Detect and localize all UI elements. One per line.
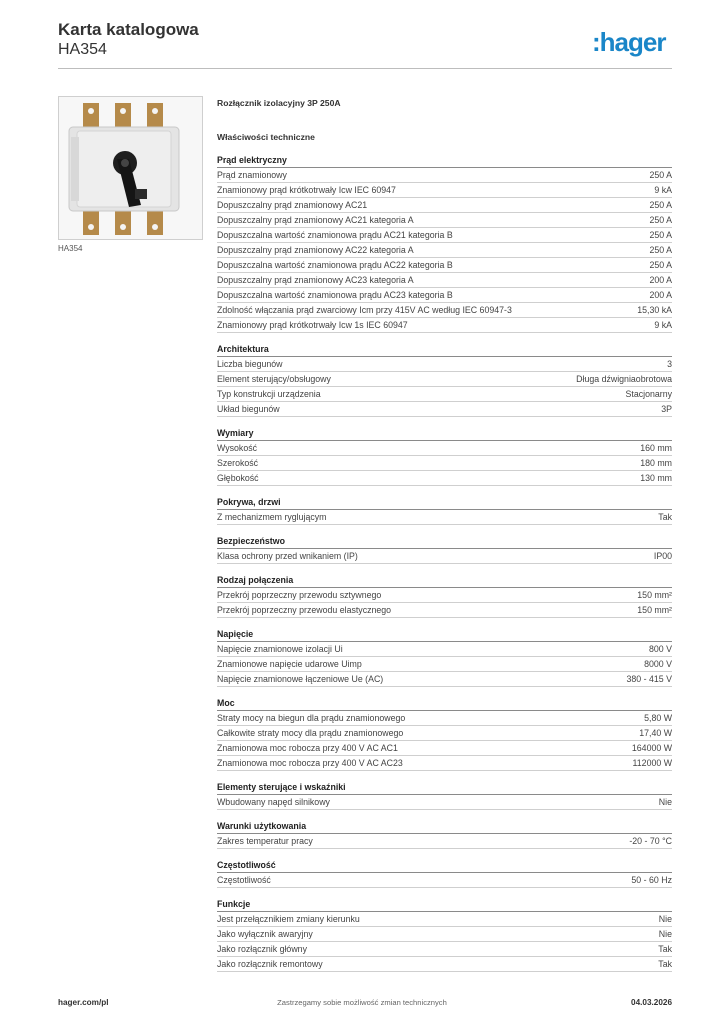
spec-section [217,780,672,810]
spec-row [217,288,672,303]
section-title: Bezpieczeństwo [217,534,672,549]
spec-value: 130 mm [640,473,672,483]
spec-value: Nie [658,929,672,939]
spec-label: Jest przełącznikiem zmiany kierunku [217,914,360,924]
spec-row [217,726,672,741]
section-title: Rodzaj połączenia [217,573,672,588]
product-name: Rozłącznik izolacyjny 3P 250A [217,98,341,108]
spec-label: Głębokość [217,473,259,483]
spec-value: 8000 V [644,659,672,669]
spec-value: 164000 W [631,743,672,753]
spec-row [217,318,672,333]
header-divider [58,68,672,69]
spec-row [217,873,672,888]
spec-row [217,441,672,456]
section-title: Wymiary [217,426,672,441]
spec-label: Z mechanizmem ryglującym [217,512,327,522]
spec-label: Zdolność włączania prąd zwarciowy Icm przy 415V AC według IEC 60947-3 [217,305,512,315]
spec-label: Dopuszczalny prąd znamionowy AC21 kategoria A [217,215,414,225]
spec-sections [217,153,672,972]
spec-value: Tak [658,944,672,954]
spec-row [217,471,672,486]
section-title: Funkcje [217,897,672,912]
spec-row [217,756,672,771]
spec-label: Dopuszczalny prąd znamionowy AC21 [217,200,368,210]
section-title: Pokrywa, drzwi [217,495,672,510]
spec-row [217,168,672,183]
spec-value: Tak [658,512,672,522]
spec-row [217,603,672,618]
spec-value: 250 A [649,215,672,225]
image-caption: HA354 [58,244,83,253]
spec-row [217,273,672,288]
spec-row [217,510,672,525]
spec-label: Dopuszczalny prąd znamionowy AC22 kategoria A [217,245,414,255]
spec-label: Jako wyłącznik awaryjny [217,929,313,939]
spec-section [217,858,672,888]
spec-label: Liczba biegunów [217,359,283,369]
spec-row [217,834,672,849]
spec-label: Dopuszczalny prąd znamionowy AC23 kategoria A [217,275,414,285]
spec-row [217,588,672,603]
spec-row [217,549,672,564]
spec-label: Przekrój poprzeczny przewodu sztywnego [217,590,382,600]
spec-value: 17,40 W [639,728,672,738]
spec-section [217,495,672,525]
switch-disconnector-illustration [59,97,202,239]
spec-row [217,213,672,228]
spec-row [217,942,672,957]
spec-value: Nie [658,797,672,807]
section-title: Częstotliwość [217,858,672,873]
footer-website-link[interactable]: hager.com/pl [58,998,109,1007]
spec-label: Dopuszczalna wartość znamionowa prądu AC22 kategoria B [217,260,453,270]
spec-label: Napięcie znamionowe izolacji Ui [217,644,343,654]
spec-value: 160 mm [640,443,672,453]
spec-label: Wbudowany napęd silnikowy [217,797,330,807]
spec-section [217,573,672,618]
section-title: Elementy sterujące i wskaźniki [217,780,672,795]
spec-label: Zakres temperatur pracy [217,836,313,846]
footer-disclaimer: Zastrzegamy sobie możliwość zmian technicznych [277,998,447,1007]
spec-value: 200 A [649,290,672,300]
spec-label: Element sterujący/obsługowy [217,374,331,384]
section-title: Prąd elektryczny [217,153,672,168]
spec-row [217,183,672,198]
spec-value: 3P [661,404,672,414]
spec-row [217,357,672,372]
spec-row [217,657,672,672]
spec-row [217,927,672,942]
spec-row [217,642,672,657]
spec-row [217,372,672,387]
spec-value: Nie [658,914,672,924]
spec-value: Stacjonarny [625,389,672,399]
spec-row [217,741,672,756]
spec-row [217,456,672,471]
spec-value: 250 A [649,170,672,180]
spec-row [217,303,672,318]
spec-label: Częstotliwość [217,875,271,885]
spec-value: 15,30 kA [637,305,672,315]
spec-label: Napięcie znamionowe łączeniowe Ue (AC) [217,674,384,684]
spec-value: 200 A [649,275,672,285]
spec-row [217,957,672,972]
spec-value: 9 kA [654,185,672,195]
spec-label: Znamionowa moc robocza przy 400 V AC AC1 [217,743,398,753]
spec-label: Prąd znamionowy [217,170,287,180]
spec-row [217,228,672,243]
spec-row [217,258,672,273]
spec-label: Znamionowy prąd krótkotrwały Icw 1s IEC 60947 [217,320,408,330]
spec-value: 250 A [649,260,672,270]
spec-label: Jako rozłącznik remontowy [217,959,323,969]
spec-section [217,696,672,771]
spec-row [217,387,672,402]
spec-row [217,672,672,687]
spec-value: 50 - 60 Hz [631,875,672,885]
spec-label: Straty mocy na biegun dla prądu znamionowego [217,713,406,723]
spec-row [217,243,672,258]
spec-label: Jako rozłącznik główny [217,944,307,954]
spec-value: Tak [658,959,672,969]
spec-section [217,342,672,417]
spec-label: Klasa ochrony przed wnikaniem (IP) [217,551,358,561]
spec-content [217,96,672,972]
spec-value: 250 A [649,200,672,210]
spec-value: 112000 W [632,758,672,768]
spec-label: Wysokość [217,443,258,453]
spec-label: Znamionowa moc robocza przy 400 V AC AC23 [217,758,403,768]
spec-value: 180 mm [640,458,672,468]
spec-row [217,198,672,213]
product-image [58,96,203,240]
spec-value: Długa dźwigniaobrotowa [576,374,672,384]
spec-value: IP00 [653,551,672,561]
spec-value: 800 V [649,644,672,654]
spec-label: Całkowite straty mocy dla prądu znamionowego [217,728,404,738]
product-code: HA354 [58,41,107,58]
header [58,20,199,60]
spec-section [217,819,672,849]
spec-section [217,627,672,687]
spec-value: 250 A [649,245,672,255]
spec-row [217,711,672,726]
spec-value: 5,80 W [644,713,672,723]
hager-logo: :hager [592,27,666,57]
spec-value: 9 kA [654,320,672,330]
spec-value: 3 [667,359,672,369]
spec-label: Szerokość [217,458,259,468]
spec-section [217,426,672,486]
section-title: Architektura [217,342,672,357]
spec-row [217,402,672,417]
spec-section [217,153,672,333]
section-title: Moc [217,696,672,711]
spec-value: 150 mm² [637,605,672,615]
footer-date: 04.03.2026 [631,998,672,1007]
spec-label: Znamionowe napięcie udarowe Uimp [217,659,362,669]
section-title: Warunki użytkowania [217,819,672,834]
spec-section [217,897,672,972]
spec-value: -20 - 70 °C [629,836,672,846]
spec-label: Przekrój poprzeczny przewodu elastycznego [217,605,392,615]
spec-label: Znamionowy prąd krótkotrwały Icw IEC 60947 [217,185,396,195]
spec-row [217,912,672,927]
specs-heading: Właściwości techniczne [217,132,315,142]
page-title: Karta katalogowa [58,20,199,39]
spec-section [217,534,672,564]
spec-label: Dopuszczalna wartość znamionowa prądu AC21 kategoria B [217,230,453,240]
section-title: Napięcie [217,627,672,642]
spec-label: Dopuszczalna wartość znamionowa prądu AC23 kategoria B [217,290,453,300]
spec-label: Układ biegunów [217,404,280,414]
spec-row [217,795,672,810]
spec-value: 380 - 415 V [626,674,672,684]
spec-label: Typ konstrukcji urządzenia [217,389,321,399]
spec-value: 150 mm² [637,590,672,600]
spec-value: 250 A [649,230,672,240]
